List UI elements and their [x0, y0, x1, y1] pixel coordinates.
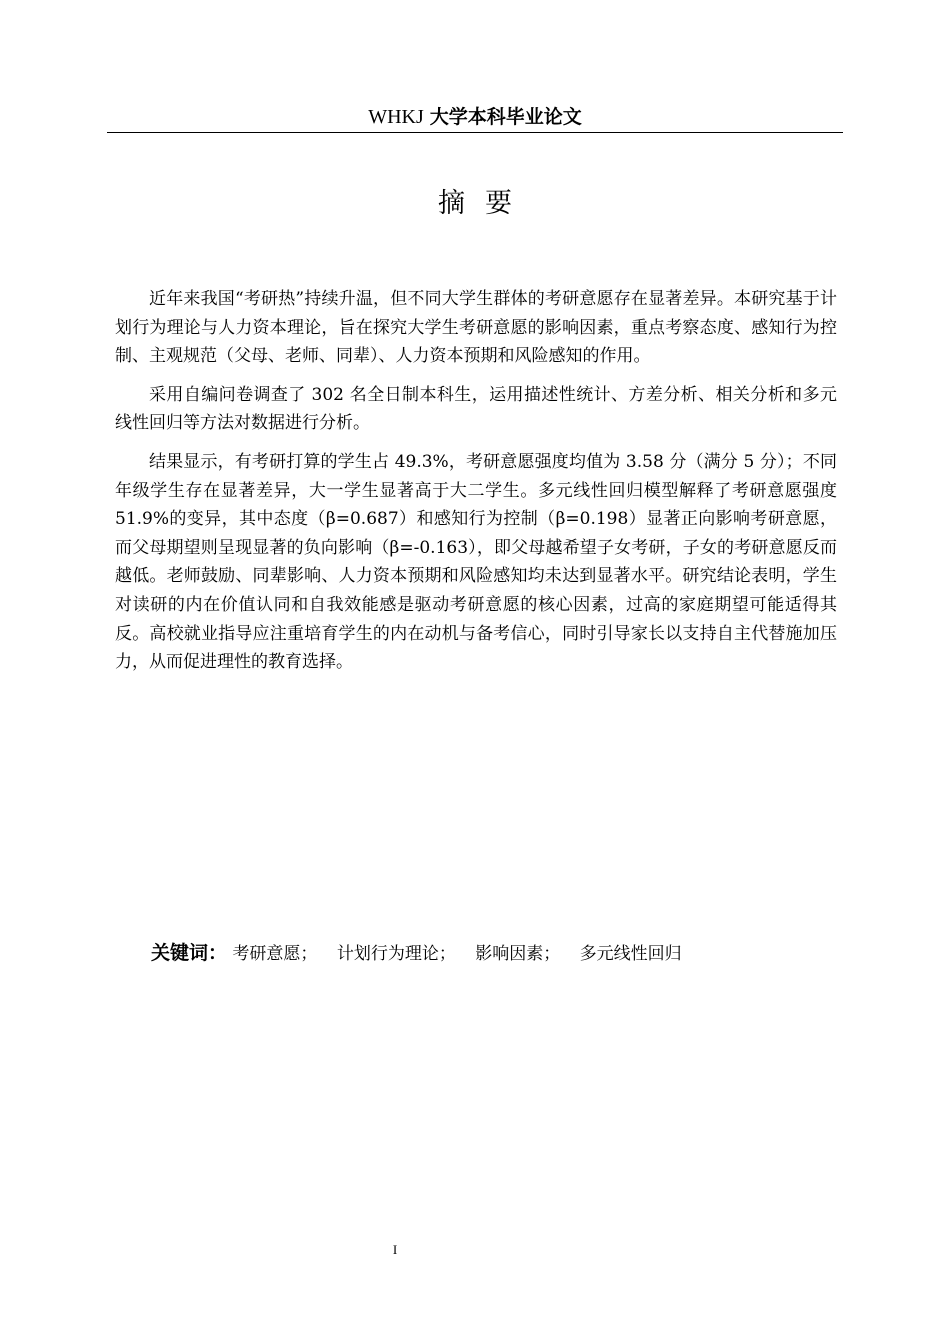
- keyword-item: 考研意愿；: [232, 944, 318, 964]
- abstract-paragraph: 结果显示，有考研打算的学生占 49.3%，考研意愿强度均值为 3.58 分（满分 5 分）；不同年级学生存在显著差异，大一学生显著高于大二学生。多元线性回归模型解释了考研意愿强度 51.9%的变异，其中态度（β=0.687）和感知行为控制（β=0.198）显著正向影响考研意愿，而父母期望则呈现显著的负向影响（β=-0.163），即父母越希望子女考研，子女的考研意愿反而越低。老师鼓励、同辈影响、人力资本预期和风险感知均未达到显著水平。研究结论表明，学生对读研的内在价值认同和自我效能感是驱动考研意愿的核心因素，过高的家庭期望可能适得其反。高校就业指导应注重培育学生的内在动机与备考信心，同时引导家长以支持自主代替施加压力，从而促进理性的教育选择。: [115, 451, 837, 673]
- header-school: WHKJ: [368, 106, 424, 128]
- abstract-paragraph: 近年来我国“考研热”持续升温，但不同大学生群体的考研意愿存在显著差异。本研究基于计划行为理论与人力资本理论，旨在探究大学生考研意愿的影响因素，重点考察态度、感知行为控制、主观规范（父母、老师、同辈）、人力资本预期和风险感知的作用。: [115, 289, 837, 367]
- abstract-body: [115, 285, 837, 687]
- abstract-paragraph: 采用自编问卷调查了 302 名全日制本科生，运用描述性统计、方差分析、相关分析和多元线性回归等方法对数据进行分析。: [115, 384, 837, 434]
- keyword-item: 多元线性回归: [579, 944, 682, 964]
- running-header: [107, 104, 843, 130]
- page-title: 摘要: [438, 188, 532, 219]
- page-number: I: [392, 1242, 398, 1257]
- keywords-line: [151, 938, 831, 969]
- keyword-item: 计划行为理论；: [336, 944, 456, 964]
- keyword-item: 影响因素；: [475, 944, 561, 964]
- header-rule: [107, 132, 843, 133]
- keywords-label: 关键词：: [151, 942, 228, 964]
- header-doc-type: 大学本科毕业论文: [429, 106, 582, 128]
